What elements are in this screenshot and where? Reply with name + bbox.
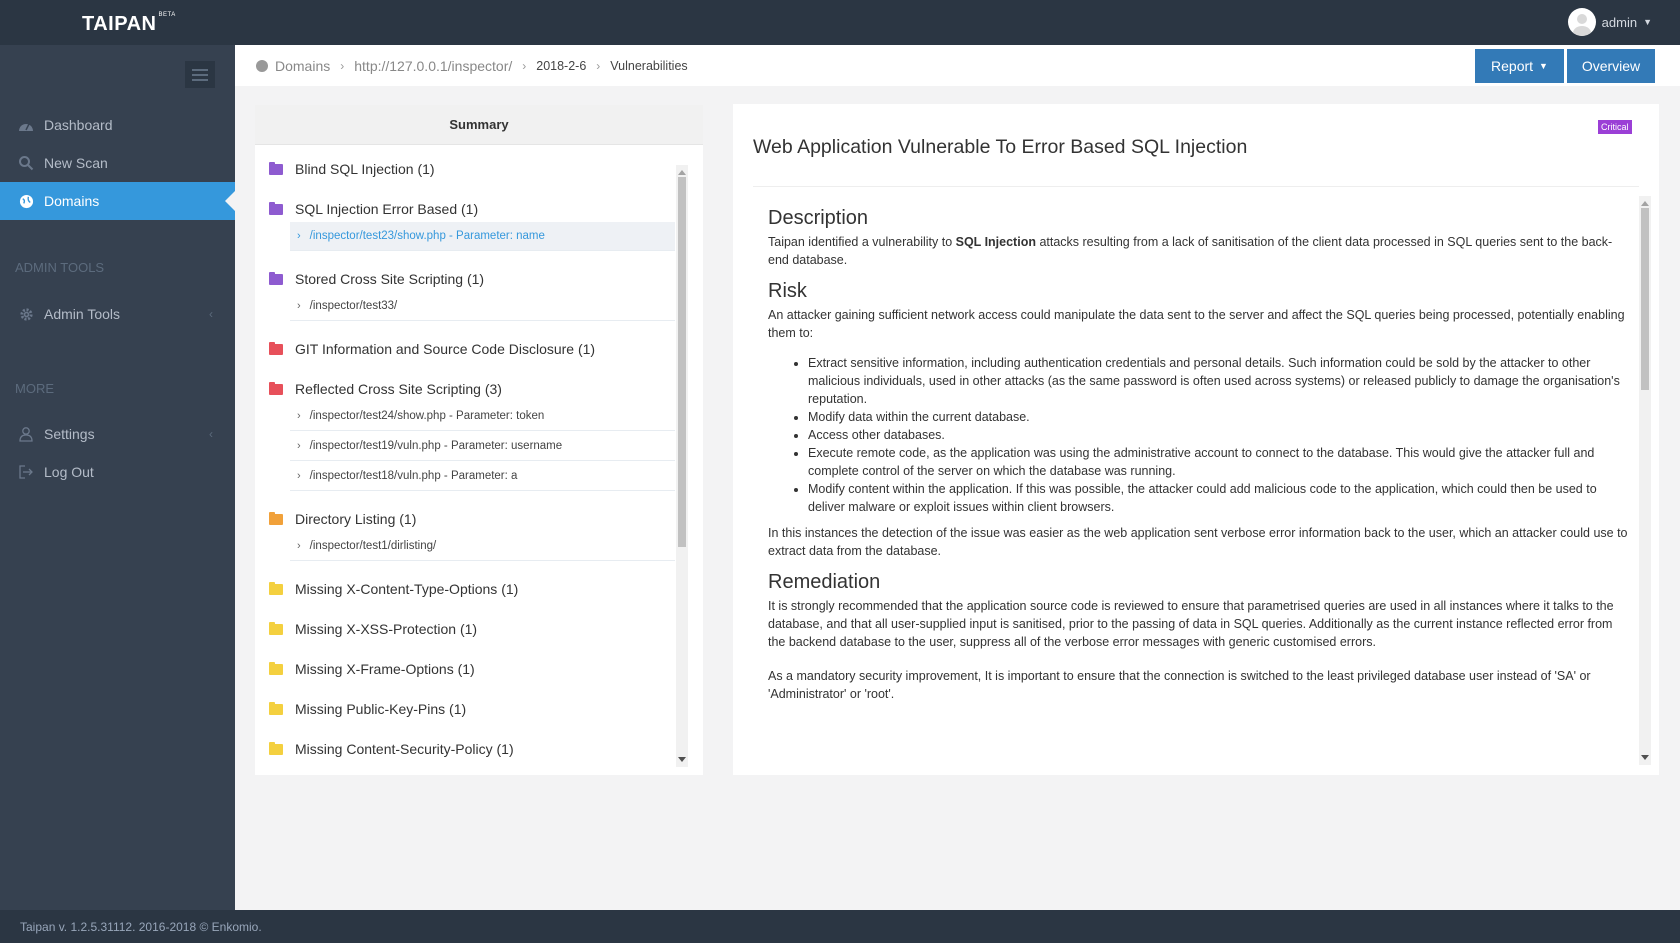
list-item: • Modify content within the application. If this was possible, the attacker could add malicious code to the application, which could then be used to deliver malware or exploit issues within client browsers.	[808, 480, 1628, 516]
category-label: Directory Listing (1)	[295, 511, 417, 527]
risk-heading: Risk	[768, 280, 807, 302]
sidebar-item-settings[interactable]	[0, 415, 235, 453]
finding-item[interactable]	[290, 222, 675, 251]
vulnerability-body	[768, 206, 1628, 703]
user-menu[interactable]	[1568, 8, 1652, 36]
scrollbar-thumb[interactable]	[678, 177, 686, 547]
gear-icon	[17, 305, 35, 323]
remediation-text: It is strongly recommended that the application source code is reviewed to ensure that parametrised queries are used in all instances where it talks to the database, and that all user-supplied input is sanitised, prior to the passing of data in SQL queries. Additionally as the current instance reflected error from the backend database to the user, suppress all of the verbose error messages with generic customised errors.	[768, 599, 1614, 649]
avatar	[1568, 8, 1596, 36]
scroll-down-icon[interactable]	[1641, 755, 1649, 760]
list-item: • Modify data within the current database.	[808, 408, 1628, 426]
category-missing-content-security-policy[interactable]	[269, 737, 514, 761]
description-heading: Description	[768, 207, 869, 229]
chevron-right-icon: ›	[297, 440, 301, 452]
top-navbar	[0, 0, 1680, 45]
scrollbar-thumb[interactable]	[1641, 208, 1649, 390]
folder-icon	[269, 744, 283, 755]
sidebar-item-new-scan[interactable]	[0, 144, 235, 182]
folder-open-icon	[269, 514, 283, 525]
chevron-right-icon: ›	[297, 470, 301, 482]
category-reflected-xss[interactable]	[269, 377, 502, 401]
category-directory-listing[interactable]	[269, 507, 416, 531]
category-label: Stored Cross Site Scripting (1)	[295, 271, 485, 287]
sidebar	[0, 45, 235, 910]
logout-icon	[17, 463, 35, 481]
report-button[interactable]	[1475, 49, 1564, 83]
category-label: Missing X-Frame-Options (1)	[295, 661, 475, 677]
breadcrumb-domains[interactable]: Domains	[275, 58, 331, 74]
brand-tag: BETA	[158, 12, 176, 18]
vulnerability-detail-panel	[733, 104, 1659, 775]
risk-list	[808, 354, 1628, 516]
risk-intro: An attacker gaining sufficient network access could manipulate the data sent to the server and affect the SQL queries being processed, potentially enabling them to:	[768, 308, 1625, 340]
category-label: Blind SQL Injection (1)	[295, 161, 435, 177]
folder-icon	[269, 344, 283, 355]
finding-label: /inspector/test33/	[309, 300, 398, 312]
sidebar-item-label: Settings	[44, 426, 95, 442]
finding-item[interactable]	[290, 432, 675, 461]
category-git-disclosure[interactable]	[269, 337, 595, 361]
footer-text: Taipan v. 1.2.5.31112. 2016-2018 © Enkomio.	[20, 920, 262, 934]
globe-icon	[17, 192, 35, 210]
sidebar-item-admin-tools[interactable]	[0, 295, 235, 333]
chevron-down-icon: ▼	[1539, 61, 1548, 71]
brand-name: TAIPAN	[82, 13, 157, 35]
overview-button-label: Overview	[1581, 58, 1641, 74]
list-item: • Execute remote code, as the application was using the administrative account to connect to the database. This would give the attacker full and complete control of the server on which the database was running.	[808, 444, 1628, 480]
breadcrumb-domain-url[interactable]: http://127.0.0.1/inspector/	[354, 58, 513, 74]
category-missing-x-xss-protection[interactable]	[269, 617, 477, 641]
finding-item[interactable]	[290, 402, 675, 431]
divider	[753, 186, 1639, 187]
risk-note: In this instances the detection of the issue was easier as the web application sent verbose error information back to the user, which an attacker could use to extract data from the database.	[768, 526, 1628, 558]
sidebar-item-domains[interactable]	[0, 182, 235, 220]
section-heading-admin: ADMIN TOOLS	[15, 260, 105, 275]
breadcrumb	[256, 58, 688, 74]
page-bar	[235, 45, 1680, 86]
folder-icon	[269, 664, 283, 675]
search-icon	[17, 154, 35, 172]
chevron-right-icon: ›	[297, 410, 301, 422]
sidebar-item-label: Admin Tools	[44, 306, 121, 322]
category-missing-x-content-type-options[interactable]	[269, 577, 518, 601]
detail-scrollbar[interactable]	[1639, 196, 1651, 765]
finding-item[interactable]	[290, 532, 675, 561]
remediation-note: As a mandatory security improvement, It is important to ensure that the connection is switched to the least privileged database user instead of 'SA' or 'Administrator' or 'root'.	[768, 669, 1591, 701]
category-sql-injection-error-based[interactable]	[269, 197, 478, 221]
overview-button[interactable]	[1567, 49, 1655, 83]
footer	[0, 910, 1680, 943]
folder-icon	[269, 584, 283, 595]
chevron-down-icon: ▼	[1643, 17, 1652, 27]
finding-label: /inspector/test18/vuln.php - Parameter: a	[309, 470, 518, 482]
vulnerability-title: Web Application Vulnerable To Error Based SQL Injection	[753, 136, 1248, 158]
scroll-down-icon[interactable]	[678, 757, 686, 762]
category-label: Missing Public-Key-Pins (1)	[295, 701, 467, 717]
breadcrumb-scan-date[interactable]: 2018-2-6	[536, 59, 587, 73]
category-missing-x-frame-options[interactable]	[269, 657, 475, 681]
user-name: admin	[1601, 14, 1638, 30]
category-label: SQL Injection Error Based (1)	[295, 201, 479, 217]
scroll-up-icon[interactable]	[678, 170, 686, 175]
chevron-right-icon: ›	[522, 59, 527, 73]
finding-label: /inspector/test1/dirlisting/	[309, 540, 437, 552]
category-missing-public-key-pins[interactable]	[269, 697, 466, 721]
chevron-left-icon: ‹	[209, 307, 213, 321]
list-item: • Extract sensitive information, including authentication credentials and personal details. Such information could be sold by the attacker to other malicious individuals, used in other attacks (as the same password is often used across systems) or released publicly to damage the organisation's reputation.	[808, 354, 1628, 408]
finding-label: /inspector/test23/show.php - Parameter: name	[309, 230, 545, 242]
menu-toggle-button[interactable]	[185, 61, 215, 88]
breadcrumb-current: Vulnerabilities	[610, 59, 688, 73]
severity-badge: Critical	[1598, 120, 1632, 134]
sidebar-item-label: Dashboard	[44, 117, 113, 133]
finding-item[interactable]	[290, 462, 675, 491]
globe-icon	[256, 60, 268, 72]
chevron-right-icon: ›	[297, 300, 301, 312]
chevron-right-icon: ›	[297, 540, 301, 552]
summary-heading: Summary	[255, 105, 703, 145]
summary-scrollbar[interactable]	[676, 165, 688, 767]
report-button-label: Report	[1491, 58, 1534, 74]
list-item: • Access other databases.	[808, 426, 1628, 444]
folder-open-icon	[269, 274, 283, 285]
folder-icon	[269, 704, 283, 715]
category-label: GIT Information and Source Code Disclosure (1)	[295, 341, 596, 357]
finding-label: /inspector/test19/vuln.php - Parameter: username	[309, 440, 563, 452]
category-blind-sql-injection[interactable]	[269, 157, 435, 181]
chevron-right-icon: ›	[596, 59, 601, 73]
scroll-up-icon[interactable]	[1641, 201, 1649, 206]
chevron-left-icon: ‹	[209, 427, 213, 441]
section-heading-more: MORE	[15, 381, 54, 396]
sidebar-item-dashboard[interactable]	[0, 106, 235, 144]
finding-label: /inspector/test24/show.php - Parameter: token	[309, 410, 545, 422]
finding-item[interactable]	[290, 292, 675, 321]
user-icon	[17, 425, 35, 443]
sidebar-item-label: New Scan	[44, 155, 108, 171]
remediation-heading: Remediation	[768, 571, 881, 593]
brand-logo[interactable]	[82, 13, 176, 36]
category-label: Missing X-Content-Type-Options (1)	[295, 581, 519, 597]
sidebar-item-logout[interactable]	[0, 453, 235, 491]
summary-panel	[255, 105, 703, 775]
category-stored-xss[interactable]	[269, 267, 484, 291]
category-label: Reflected Cross Site Scripting (3)	[295, 381, 502, 397]
dashboard-icon	[17, 116, 35, 134]
chevron-right-icon: ›	[297, 230, 301, 242]
folder-icon	[269, 624, 283, 635]
folder-open-icon	[269, 204, 283, 215]
description-text: Taipan identified a vulnerability to SQL Injection attacks resulting from a lack of sanitisation of the client data processed in SQL queries sent to the back-end database.	[768, 235, 1613, 267]
category-label: Missing Content-Security-Policy (1)	[295, 741, 514, 757]
folder-open-icon	[269, 384, 283, 395]
category-label: Missing X-XSS-Protection (1)	[295, 621, 478, 637]
sidebar-item-label: Log Out	[44, 464, 94, 480]
chevron-right-icon: ›	[340, 59, 345, 73]
folder-icon	[269, 164, 283, 175]
sidebar-item-label: Domains	[44, 193, 100, 209]
